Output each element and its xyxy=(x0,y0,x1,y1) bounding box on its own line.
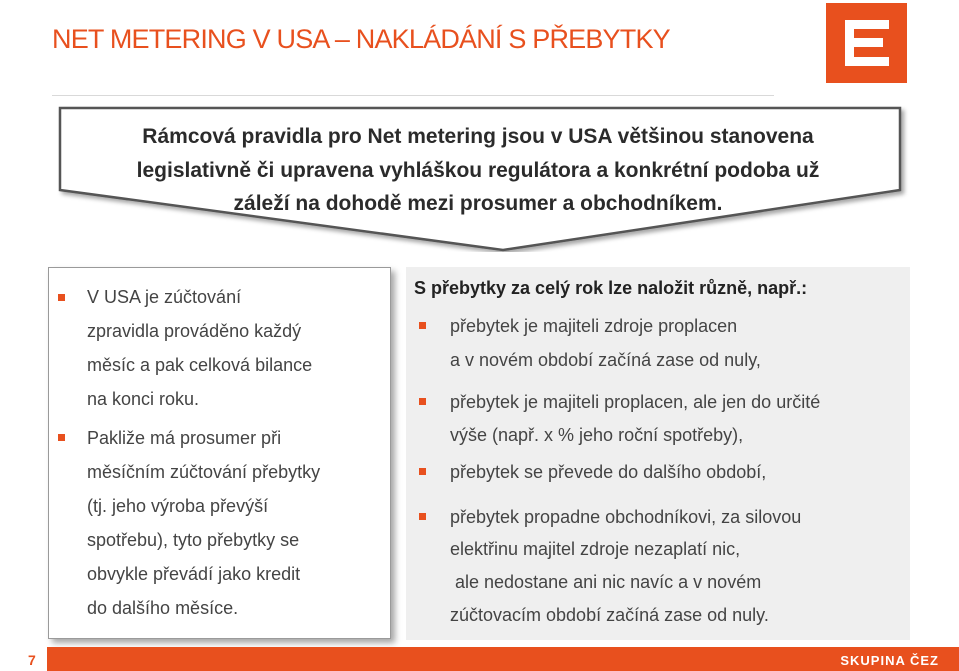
right-text-line: ale nedostane ani nic navíc a v novém xyxy=(450,572,762,592)
right-text-line: zúčtovacím období začíná zase od nuly. xyxy=(450,605,769,625)
right-text-line: přebytek propadne obchodníkovi, za silovou xyxy=(450,507,802,527)
page-number: 7 xyxy=(28,652,36,668)
callout-line: Rámcová pravidla pro Net metering jsou v USA většinou stanovena xyxy=(142,125,814,148)
bullet-square-icon xyxy=(419,468,426,475)
summary-callout xyxy=(48,102,912,252)
right-info-box xyxy=(406,267,910,640)
callout-line: legislativně či upravena vyhláškou regulátora a konkrétní podoba už xyxy=(136,158,820,182)
left-text-line: (tj. jeho výroba převýší xyxy=(87,496,269,516)
left-text-line: na konci roku. xyxy=(87,389,200,409)
bullet-square-icon xyxy=(419,398,426,405)
bullet-square-icon xyxy=(58,294,65,301)
right-text-line: přebytek je majiteli zdroje proplacen xyxy=(450,316,738,336)
right-text-line: a v novém období začíná zase od nuly, xyxy=(450,350,761,370)
bullet-square-icon xyxy=(419,322,426,329)
left-info-box xyxy=(48,267,391,639)
page-title: NET METERING V USA – NAKLÁDÁNÍ S PŘEBYTKY xyxy=(52,24,670,54)
left-text-line: měsíc a pak celková bilance xyxy=(87,355,313,375)
title-divider xyxy=(52,95,774,96)
right-text-line: elektřinu majitel zdroje nezaplatí nic, xyxy=(450,539,741,559)
right-text-line: přebytek je majiteli proplacen, ale jen do určité xyxy=(450,392,821,412)
left-text-line: V USA je zúčtování xyxy=(87,287,242,307)
right-text-line: přebytek se převede do dalšího období, xyxy=(450,462,767,482)
left-text-line: obvykle převádí jako kredit xyxy=(87,564,301,584)
right-text-line: výše (např. x % jeho roční spotřeby), xyxy=(450,425,744,445)
bullet-square-icon xyxy=(419,513,426,520)
footer-bar xyxy=(47,647,959,671)
left-text-line: do dalšího měsíce. xyxy=(87,598,239,618)
left-text-line: Pakliže má prosumer při xyxy=(87,428,282,448)
left-text-line: měsíčním zúčtování přebytky xyxy=(87,462,321,482)
left-text-line: zpravidla prováděno každý xyxy=(87,321,302,341)
left-text-line: spotřebu), tyto přebytky se xyxy=(87,530,300,550)
cez-logo-icon xyxy=(826,3,907,83)
bullet-square-icon xyxy=(58,434,65,441)
right-box-heading: S přebytky za celý rok lze naložit různě, např.: xyxy=(414,278,808,298)
callout-line: záleží na dohodě mezi prosumer a obchodníkem. xyxy=(233,192,723,215)
footer-brand: SKUPINA ČEZ xyxy=(840,653,939,668)
